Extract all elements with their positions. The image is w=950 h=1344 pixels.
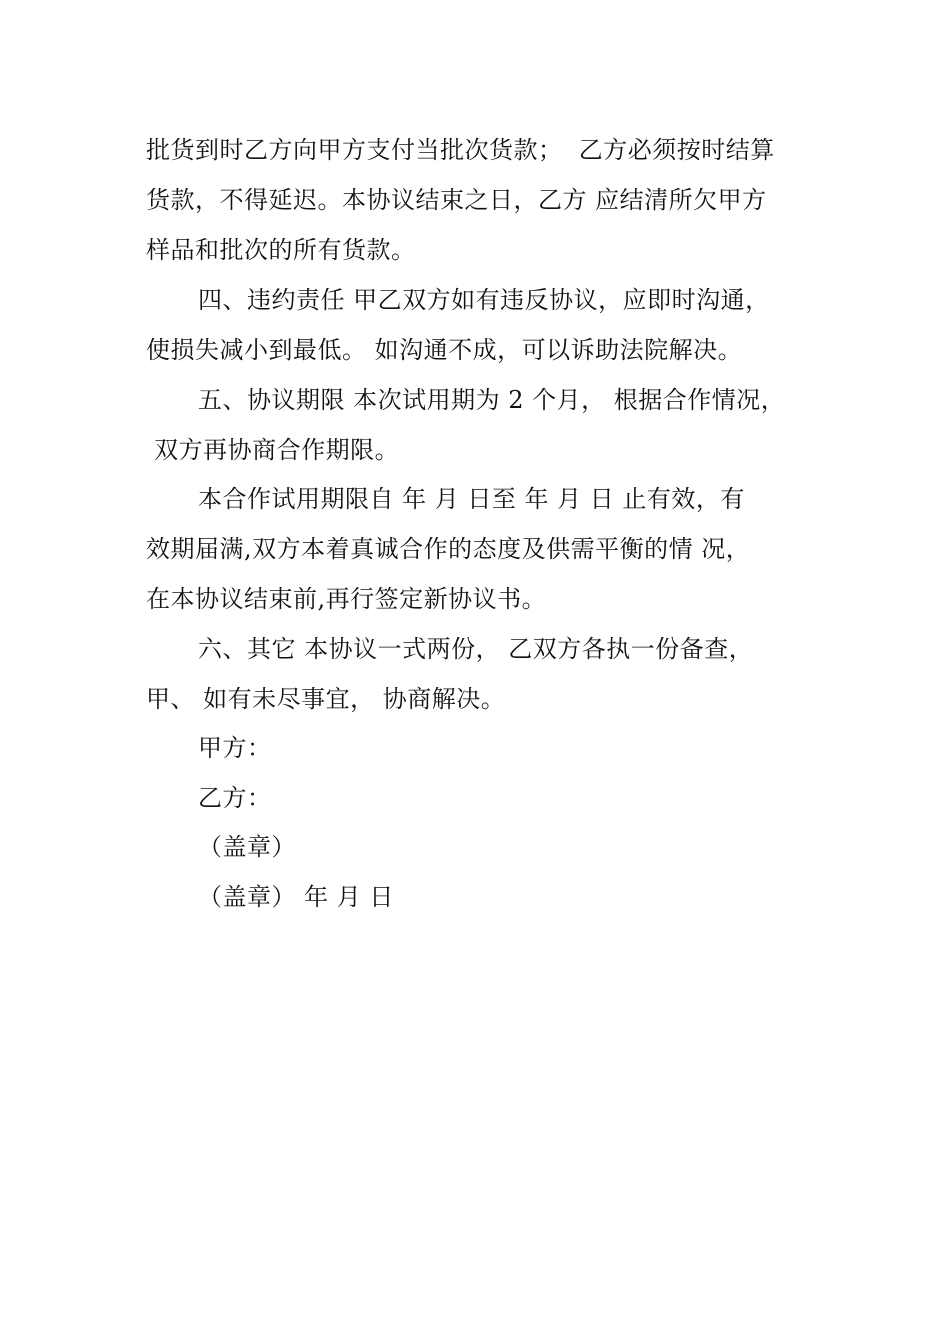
party-b-label: 乙方： bbox=[198, 784, 272, 812]
paragraph-line: 本合作试用期限自 年 月 日至 年 月 日 止有效，有 bbox=[198, 485, 745, 513]
section-heading-line: 五、协议期限 本次试用期为 2 个月， 根据合作情况， bbox=[198, 386, 786, 414]
paragraph-line: 样品和批次的所有货款。 bbox=[146, 236, 416, 264]
section-heading-line: 六、其它 本协议一式两份， 乙双方各执一份备查， bbox=[198, 635, 754, 663]
paragraph-line: 双方再协商合作期限。 bbox=[146, 436, 400, 464]
paragraph-line: 在本协议结束前,再行签定新协议书。 bbox=[146, 585, 547, 613]
paragraph-line: 批货到时乙方向甲方支付当批次货款； 乙方必须按时结算 bbox=[146, 136, 775, 164]
paragraph-line: 货款，不得延迟。本协议结束之日，乙方 应结清所欠甲方 bbox=[146, 186, 767, 214]
seal-date-line: （盖章） 年 月 日 bbox=[198, 883, 394, 911]
paragraph-line: 使损失减小到最低。 如沟通不成，可以诉助法院解决。 bbox=[146, 336, 743, 364]
seal-label: （盖章） bbox=[198, 833, 296, 861]
paragraph-line: 甲、 如有未尽事宜， 协商解决。 bbox=[146, 685, 506, 713]
paragraph-line: 效期届满,双方本着真诚合作的态度及供需平衡的情 况， bbox=[146, 535, 751, 563]
party-a-label: 甲方： bbox=[198, 734, 272, 762]
section-heading-line: 四、违约责任 甲乙双方如有违反协议，应即时沟通， bbox=[198, 286, 770, 314]
